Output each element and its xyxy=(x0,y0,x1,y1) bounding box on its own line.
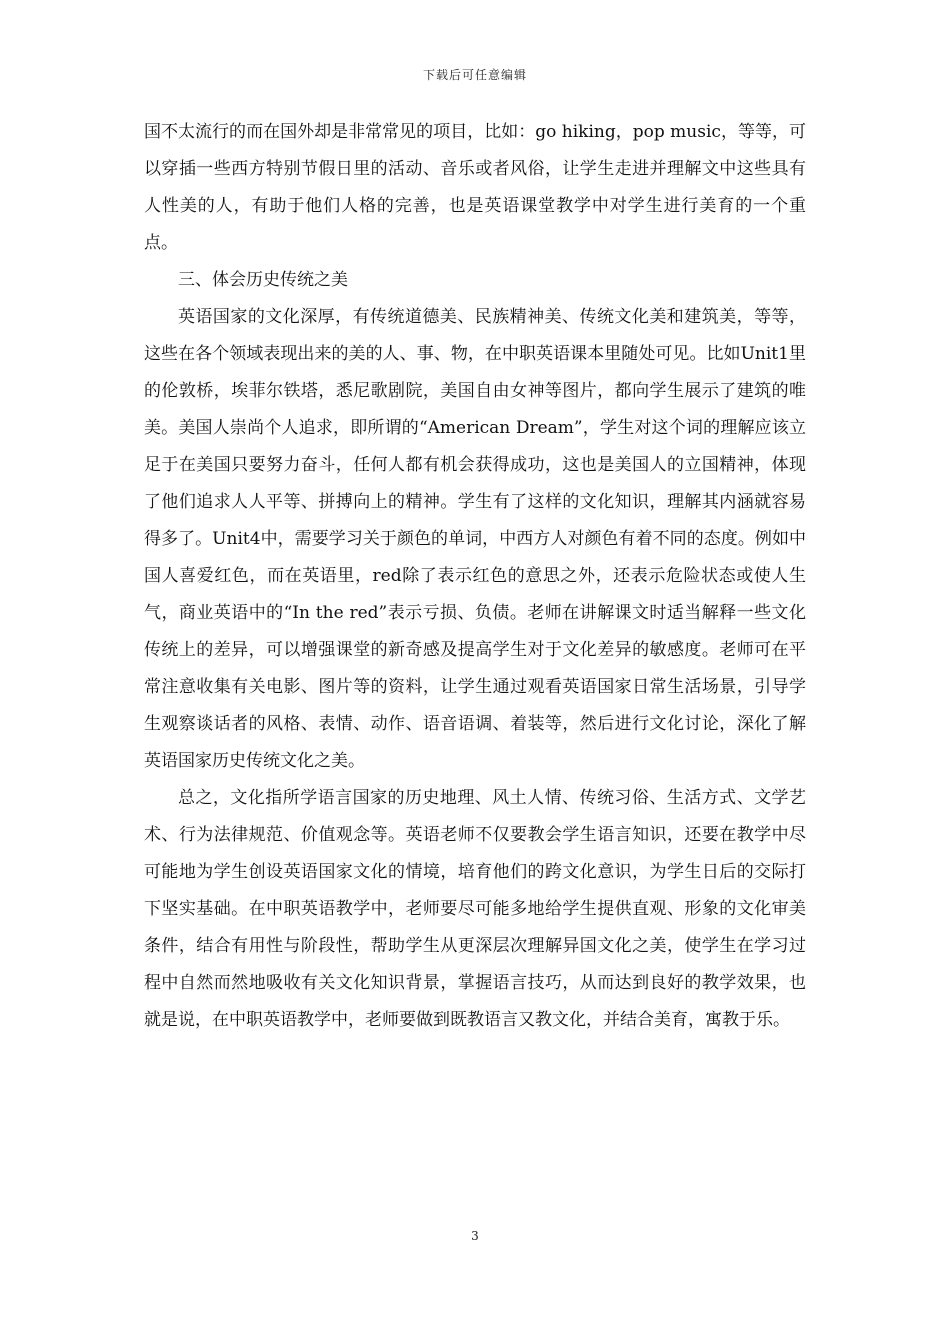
paragraph-history-tradition: 英语国家的文化深厚，有传统道德美、民族精神美、传统文化美和建筑美，等等，这些在各个领域表现出来的美的人、事、物，在中职英语课本里随处可见。比如Unit1里的伦敦桥，埃菲尔铁塔，悉尼歌剧院，美国自由女神等图片，都向学生展示了建筑的唯美。美国人崇尚个人追求，即所谓的“American Dream”，学生对这个词的理解应该立足于在美国只要努力奋斗，任何人都有机会获得成功，这也是美国人的立国精神，体现了他们追求人人平等、拼搏向上的精神。学生有了这样的文化知识，理解其内涵就容易得多了。Unit4中，需要学习关于颜色的单词，中西方人对颜色有着不同的态度。例如中国人喜爱红色，而在英语里，red除了表示红色的意思之外，还表示危险状态或使人生气，商业英语中的“In the red”表示亏损、负债。老师在讲解课文时适当解释一些文化传统上的差异，可以增强课堂的新奇感及提高学生对于文化差异的敏感度。老师可在平常注意收集有关电影、图片等的资料，让学生通过观看英语国家日常生活场景，引导学生观察谈话者的风格、表情、动作、语音语调、着装等，然后进行文化讨论，深化了解英语国家历史传统文化之美。 xyxy=(144,307,806,771)
section-heading: 三、体会历史传统之美 xyxy=(178,270,348,290)
page-header: 下载后可任意编辑 xyxy=(422,68,527,82)
paragraph-conclusion: 总之，文化指所学语言国家的历史地理、风土人情、传统习俗、生活方式、文学艺术、行为法律规范、价值观念等。英语老师不仅要教会学生语言知识，还要在教学中尽可能地为学生创设英语国家文化的情境，培育他们的跨文化意识，为学生日后的交际打下坚实基础。在中职英语教学中，老师要尽可能多地给学生提供直观、形象的文化审美条件，结合有用性与阶段性，帮助学生从更深层次理解异国文化之美，使学生在学习过程中自然而然地吸收有关文化知识背景，掌握语言技巧，从而达到良好的教学效果，也就是说，在中职英语教学中，老师要做到既教语言又教文化，并结合美育，寓教于乐。 xyxy=(144,788,806,1030)
document-body xyxy=(144,114,806,1039)
paragraph-continuation: 国不太流行的而在国外却是非常常见的项目，比如：go hiking，pop music，等等，可以穿插一些西方特别节假日里的活动、音乐或者风俗，让学生走进并理解文中这些具有人性美的人，有助于他们人格的完善，也是英语课堂教学中对学生进行美育的一个重点。 xyxy=(144,122,806,253)
page-number: 3 xyxy=(471,1229,479,1243)
